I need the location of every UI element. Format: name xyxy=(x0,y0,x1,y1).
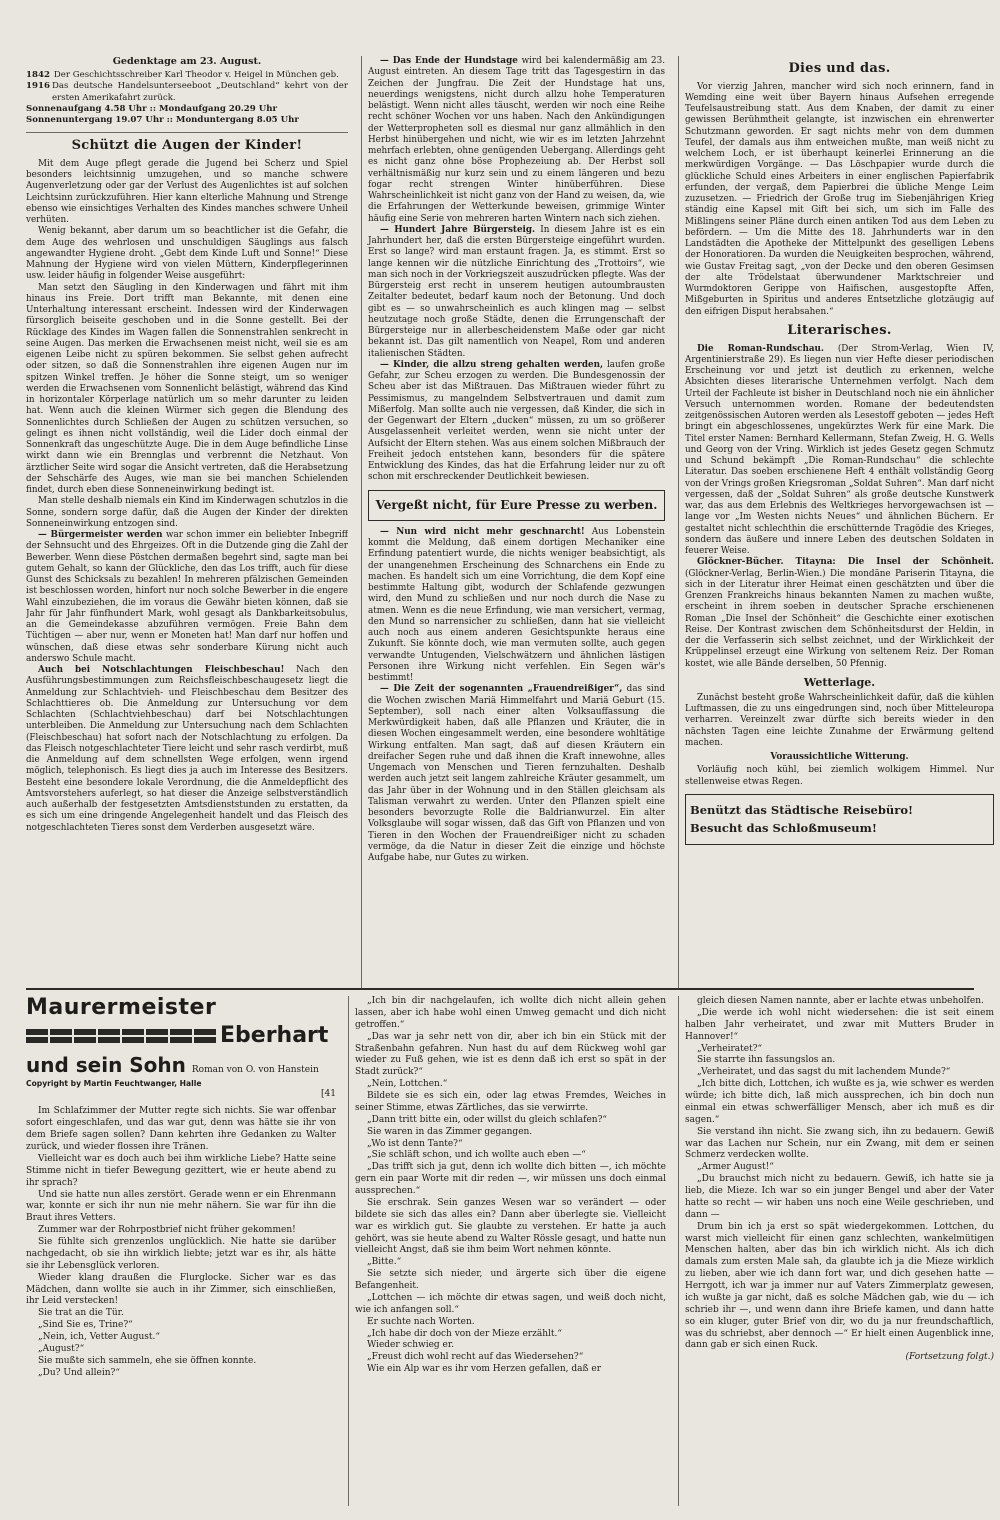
paragraph-body: (Glöckner-Verlag, Berlin-Wien.) Die mondäne Pariserin Titayna, die sich in der Literatur ihrer Heimat einen geschätzten und über die Grenzen Frankreichs hinaus bekannten Namen zu machen wußte, erscheint in ihrem soeben in deutscher Sprache erschienenen Roman „Die Insel der Schönheit“ die Geschichte einer exotischen Reise. Der Kontrast zwischen dem Schönheitsdurst der Heldin, in der die Verfasserin sich selbst zeichnet, und der Wirklichkeit der Krüppelinsel erzeugt eine Wirkung von seltenem Reiz. Der Roman kostet, wie alle Bände derselben, 50 Pfennig. xyxy=(685,568,994,669)
paragraph-lead: — Kinder, die allzu streng gehalten werden, xyxy=(380,359,604,370)
upper-section xyxy=(26,56,994,988)
paragraph-lead: Die Roman-Rundschau. xyxy=(697,343,824,354)
section-title: Literarisches. xyxy=(787,322,892,338)
serial-paragraph: „Ich bitte dich, Lottchen, ich wußte es ja, wie schwer es werden würde; ich bitte dich, laß mich aussprechen, ich bin doch nun einmal ein etwas schwerfälliger Mensch, aber ich muß es dir sagen.“ xyxy=(685,1079,994,1125)
serial-paragraph: Bildete sie es sich ein, oder lag etwas Fremdes, Weiches in seiner Stimme, etwas Zärtliches, das sie verwirrte. xyxy=(355,1091,666,1113)
serial-novel xyxy=(26,996,994,1506)
sun-times-2: Sonnenuntergang 19.07 Uhr :: Monduntergang 8.05 Uhr xyxy=(26,114,299,125)
travel-notice-box xyxy=(685,794,994,846)
serial-paragraph: „Du brauchst mich nicht zu bedauern. Gewiß, ich hatte sie ja lieb, die Mieze. Ich war so ein junger Bengel und aber der Vater hatte so recht — wir haben uns noch eine Weile geschrieben, und dann — xyxy=(685,1174,994,1220)
paragraph xyxy=(685,344,994,558)
serial-paragraph: Vielleicht war es doch auch bei ihm wirkliche Liebe? Hatte seine Stimme nicht in tiefer Bewegung gezittert, wie er heute abend zu ihr sprach? xyxy=(26,1153,336,1188)
masthead-subtitle: und sein Sohn xyxy=(26,1053,186,1078)
paragraph xyxy=(368,360,665,484)
paragraph xyxy=(26,530,348,665)
serial-paragraph: Zummer war der Rohrpostbrief nicht früher gekommen! xyxy=(38,1225,296,1236)
paragraph xyxy=(685,557,994,670)
notice-line: Benützt das Städtische Reisebüro! xyxy=(690,802,914,817)
serial-paragraph: „Du? Und allein?“ xyxy=(38,1367,120,1378)
article-title: Schützt die Augen der Kinder! xyxy=(71,138,303,154)
paragraph-body: Aus Lobenstein kommt die Meldung, daß einem dortigen Mechaniker eine Erfindung patentiert wurde, die nichts weniger beabsichtigt, als der unangenehmen Erscheinung des Schnarchens ein Ende zu machen. Es handelt sich um eine Vorrichtung, die dem Kopf eine bestimmte Haltung gibt, wodurch der Schlafende gezwungen wird, den Mund zu schließen und nur noch durch die Nase zu atmen. Wenn es die neue Erfindung, wie man versichert, vermag, den Mund so narrensicher zu schließen, dann hat sie vielleicht auch noch aus einem anderen Gesichtspunkte heraus eine Zukunft. Sie könnte doch, wie man vermuten sollte, auch gegen verwandte Untugenden, Vielschwätzern und ähnlichen lästigen Personen ihre Wirkung nicht verfehlen. Ein Segen wär's bestimmt! xyxy=(368,526,665,684)
paragraph-lead: — Nun wird nicht mehr geschnarcht! xyxy=(380,526,585,537)
column-middle xyxy=(361,56,665,988)
notice-line: Besucht das Schloßmuseum! xyxy=(690,820,877,835)
continued-note: (Fortsetzung folgt.) xyxy=(905,1352,994,1363)
paragraph xyxy=(368,225,665,360)
paragraph-lead: Auch bei Notschlachtungen Fleischbeschau! xyxy=(38,665,285,675)
column-right xyxy=(678,56,994,988)
serial-paragraph: „Verheiratet, und das sagst du mit lachendem Munde?“ xyxy=(697,1067,951,1078)
serial-paragraph: gleich diesen Namen nannte, aber er lachte etwas unbeholfen. xyxy=(697,996,984,1006)
paragraph: Vorläufig noch kühl, bei ziemlich wolkigem Himmel. Nur stellenweise etwas Regen. xyxy=(685,765,994,787)
section-title: Wetterlage. xyxy=(803,675,876,689)
serial-paragraph: „Freust dich wohl recht auf das Wiedersehen?“ xyxy=(367,1352,584,1363)
paragraph xyxy=(368,56,665,225)
paragraph-body: (Der Strom-Verlag, Wien IV, Argentinierstraße 29). Es liegen nun vier Hefte dieser periodischen Erscheinung vor und jetzt ist deutlich zu erkennen, welche Absichten dieses literarische Unternehmen verfolgt. Nach dem Urteil der Fachleute ist bisher in Deutschland noch nie ein ähnlicher Versuch unternommen worden. Romane der bedeutendsten zeitgenössischen Autoren werden als Lesestoff geboten — jedes Heft bringt ein abgeschlossenes, ungekürztes Werk für eine Mark. Die Titel erster Namen: Bernhard Kellermann, Stefan Zweig, H. G. Wells und Georg von der Vring. Wirklich ist jedes Gesetz gegen Schmutz und Schund bekämpft „Die Roman-Rundschau“ die schlechte Literatur. Das soeben erschienene Heft 4 enthält vollständig Georg von der Vrings großen Kriegsroman „Soldat Suhren“. Man darf nicht vergessen, daß der „Soldat Suhren“ als große deutsche Kunstwerk war, das aus dem Erlebnis des Weltkrieges hervorgewachsen ist — lange vor „Im Westen nichts Neues“ und ähnlichen Büchern. Er gestaltet nicht schlechthin die erschütternde Tragödie des Krieges, sondern das äußere und innere Leben des deutschen Soldaten in feuerer Weise. xyxy=(685,343,994,556)
paragraph-lead: — Die Zeit der sogenannten „Frauendreißiger“, xyxy=(380,684,623,695)
masthead-line-3 xyxy=(26,1052,336,1078)
paragraph-body: In diesem Jahre ist es ein Jahrhundert her, daß die ersten Bürgersteige eingeführt wurden. Erst so lange? wird man erstaunt fragen. Ja, es stimmt. Erst so lange kennen wir die nützliche Einrichtung des „Trottoirs“, wie man sich noch in der Vorkriegszeit auszudrücken pflegte. Was der Bürgersteig erst recht in unserem heutigen autoumbrausten Zeitalter bedeutet, bedarf kaum noch der Betonung. Und doch gibt es — so unwahrscheinlich es auch klingen mag — selbst heutzutage noch große Städte, denen die Errungenschaft der Bürgersteige nur in allerbescheidenstem Maße oder gar nicht bekannt ist. Das gilt namentlich von Neapel, Rom und anderen italienischen Städten. xyxy=(368,224,665,359)
installment-number: [41 xyxy=(321,1088,336,1099)
serial-paragraph: Wieder klang draußen die Flurglocke. Sicher war es das Mädchen, dann wollte sie auch in ihr Zimmer, sich einschließen, ihr Leid verstecken! xyxy=(26,1272,336,1307)
paragraph xyxy=(26,665,348,834)
paragraph: Mit dem Auge pflegt gerade die Jugend bei Scherz und Spiel besonders leichtsinnig umzugehen, und so manche schwere Augenverletzung oder gar der Verlust des Augenlichtes ist auf solchen Leichtsinn zurückzuführen. Hier kann elterliche Mahnung und Strenge ebenso wie einsichtiges Verhalten des Kindes manches schwere Unheil verhüten. xyxy=(26,158,348,225)
serial-paragraph: „Bitte.“ xyxy=(367,1257,402,1268)
paragraph: Man setzt den Säugling in den Kinderwagen und fährt mit ihm hinaus ins Freie. Dort trifft man Bekannte, mit denen eine Unterhaltung interessant erscheint. Indessen wird der Kinderwagen fürsorglich beiseite geschoben und in die Sonne gestellt. Bei der Rücklage des Kindes im Wagen fallen die Sonnenstrahlen senkrecht in seine Augen. Das merken die Erwachsenen meist nicht, weil sie es am eigenen Leibe nicht zu spüren bekommen. Sie selbst gehen aufrecht oder sitzen, so daß die Sonnenstrahlen ihre eigenen Augen nur im spitzen Winkel treffen. Je höher die Sonne steigt, um so weniger werden die Erwachsenen vom Sonnenlicht belästigt, während das Kind in horizontaler Körperlage natürlich um so mehr darunter zu leiden hat. Wenn auch die kleinen Würmer sich gegen die Blendung des Sonnenlichtes durch Schließen der Augen zu schützen versuchen, so gelingt es ihnen nicht vollständig, weil die Lider doch einmal der Sonnenkraft das ungeschützte Auge. Die in dem Auge befindliche Linse wirkt dann wie ein Brennglas und verbrennt die Netzhaut. Von ärztlicher Seite wird sogar die Ansicht vertreten, daß die Herabsetzung der Sehschärfe des Auges, wie man sie bei manchen Schielenden findet, durch eben diese Sonneneinwirkung bedingt ist. xyxy=(26,282,348,495)
brick-ornament xyxy=(26,1029,216,1043)
paragraph xyxy=(368,684,665,864)
paragraph: Wenig bekannt, aber darum um so beachtlicher ist die Gefahr, die dem Auge des wehrlosen und unschuldigen Säuglings aus falsch angewandter Hygiene droht. „Gebt dem Kinde Luft und Sonne!“ Diese Mahnung der Hygiene wird von vielen Müttern, Kinderpflegerinnen usw. leider häufig in folgender Weise ausgeführt: xyxy=(26,226,348,282)
serial-paragraph: „Wo ist denn Tante?“ xyxy=(367,1138,463,1149)
almanac-text: Das deutsche Handelsunterseeboot „Deutschland“ kehrt von der ersten Amerikafahrt zurück. xyxy=(52,81,348,103)
serial-paragraph: Im Schlafzimmer der Mutter regte sich nichts. Sie war offenbar sofort eingeschlafen, und das war gut, denn was hätte sie ihr von dem Briefe sagen sollen? Dann kehrten ihre Gedanken zu Walter zurück, und wieder flossen ihre Tränen. xyxy=(26,1106,336,1153)
serial-paragraph: „Armer August!“ xyxy=(697,1162,774,1173)
serial-paragraph: „Sind Sie es, Trine?“ xyxy=(38,1320,133,1331)
paragraph-body: Nach den Ausführungsbestimmungen zum Reichsfleischbeschaugesetz liegt die Anmeldung zur Schlachtvieh- und Fleischbeschau dem Besitzer des Schlachttieres ob. Die Anmeldung zur Untersuchung vor dem Schlachten (Schlachtviehbeschau) darf bei Notschlachtungen unterbleiben. Die Anmeldung zur Untersuchung nach dem Schlachten (Fleischbeschau) hat sofort nach der Notschlachtung zu erfolgen. Da das Fleisch notgeschlachteter Tiere leicht und sehr rasch verdirbt, muß die Anmeldung auf dem schnellsten Wege erfolgen, wenn irgend möglich, telephonisch. Es liegt dies ja auch im Interesse des Besitzers. Besteht eine besondere lokale Verordnung, die die Anmeldepflicht des Amtsvorstehers auferlegt, so hat dieser die Anzeige selbstverständlich auch außerhalb der festgesetzten Amtsdienststunden zu erstatten, da es sich um eine dringende Angelegenheit handelt und das Fleisch des notgeschlachteten Tieres sonst dem Verderben ausgesetzt wäre. xyxy=(26,665,348,833)
serial-paragraph: „Ich bin dir nachgelaufen, ich wollte dich nicht allein gehen lassen, aber ich habe wohl einen Umweg gemacht und dich nicht getroffen.“ xyxy=(355,996,666,1030)
serial-paragraph: Er suchte nach Worten. xyxy=(367,1316,475,1327)
serial-paragraph: „Sie schläft schon, und ich wollte auch eben —“ xyxy=(367,1150,586,1161)
serial-paragraph: Sie verstand ihn nicht. Sie zwang sich, ihn zu bedauern. Gewiß war das Lachen nur Schein, nur ein Zwang, mit dem er seinen Schmerz verdecken wollte. xyxy=(685,1126,994,1161)
serial-column-3 xyxy=(678,996,994,1506)
serial-paragraph: „Das trifft sich ja gut, denn ich wollte dich bitten —, ich möchte gern ein paar Worte mit dir reden —, wir müssen uns doch einmal aussprechen.“ xyxy=(355,1162,666,1196)
serial-paragraph: „Die werde ich wohl nicht wiedersehen: die ist seit einem halben Jahr verheiratet, und zwar mit Mutters Bruder in Hannover!“ xyxy=(685,1007,994,1042)
forecast-heading: Voraussichtliche Witterung. xyxy=(770,752,909,763)
serial-column-1 xyxy=(26,996,336,1506)
divider xyxy=(26,132,348,133)
press-notice-box: Vergeßt nicht, für Eure Presse zu werben. xyxy=(368,490,665,521)
serial-paragraph: „Das war ja sehr nett von dir, aber ich bin ein Stück mit der Straßenbahn gefahren. Nun hast du auf dem Rückweg wohl gar wieder zu Fuß gehen, wie ist es denn daß ich erst so spät in der Stadt zurück?“ xyxy=(355,1031,666,1078)
serial-paragraph: Sie mußte sich sammeln, ehe sie öffnen konnte. xyxy=(38,1355,257,1366)
almanac-entry xyxy=(26,81,348,103)
serial-paragraph: Drum bin ich ja erst so spät wiedergekommen. Lottchen, du warst mich vielleicht für einen ganz schlechten, wankelmütigen Menschen halten, aber das bin ich wirklich nicht. Als ich dich damals zum ersten Male sah, da glaubte ich ja die Mieze wirklich zu lieben, aber wie ich dann fort war, und dich gesehen hatte — Herrgott, ich war ja immer nur auf Vaters Zimmerplatz gewesen, ich wußte ja gar nicht, daß es solche Mädchen gab, wie du — ich schrieb ihr —, und wenn dann ihre Briefe kamen, und dann hatte so ein kluger, guter Brief von dir, wo du ja nur freundschaftlich, was du schriebst, aber dennoch —“ Er hielt einen Augenblick inne, dann gab er sich einen Ruck. xyxy=(685,1221,994,1351)
paragraph-lead: — Bürgermeister werden xyxy=(38,530,163,540)
serial-paragraph: „Nein, ich, Vetter August.“ xyxy=(38,1332,160,1343)
section-title: Dies und das. xyxy=(788,61,891,76)
almanac xyxy=(26,70,348,126)
paragraph: Vor vierzig Jahren, mancher wird sich noch erinnern, fand in Wemding eine weit über Bayern hinaus Aufsehen erregende Teufelsaustreibung statt. Aus dem Knaben, der damit zu einer gewissen Berühmtheit gelangte, ist inzwischen ein ehrenwerter Schutzmann geworden. Er sagt nichts mehr von dem dummen Teufel, der damals aus ihm entweichen mußte, man weiß nicht zu welchem Loch, er ist überhaupt keinerlei Erinnerung an die merkwürdigen Vorgänge. — Das Löschpapier wurde durch die glückliche Schuld eines Arbeiters in einer englischen Papierfabrik erfunden, der vergaß, dem Papierbrei die übliche Menge Leim zuzusetzen. — Friedrich der Große trug im Siebenjährigen Krieg ständig eine Kapsel mit Gift bei sich, um sich im Falle des Mißlingens seiner Pläne durch einen antiken Tod aus dem Leben zu befördern. — Um die Mitte des 18. Jahrhunderts war in den Landstädten die Apotheke der Mittelpunkt des geselligen Lebens der Honoratioren. Da wurden die Neuigkeiten besprochen, während, wie Gustav Freitag sagt, „von der Decke und den oberen Gesimsen der alte Trödelstaat überwundener Marktschreier und Wurmdoktoren Gerippe von Haifischen, ausgestopfte Affen, Mißgeburten in Spiritus und anderes Entsetzliche glotzäugig auf den eifrigen Disput herabsahen.“ xyxy=(685,81,994,317)
masthead-line-1: Maurermeister xyxy=(26,996,217,1020)
serial-paragraph: Sie waren in das Zimmer gegangen. xyxy=(367,1126,533,1137)
serial-paragraph: Sie starrte ihn fassungslos an. xyxy=(697,1055,836,1066)
paragraph-lead: Glöckner-Bücher. Titayna: Die Insel der Schönheit. xyxy=(697,557,994,568)
paragraph: Zunächst besteht große Wahrscheinlichkeit dafür, daß die kühlen Luftmassen, die zu uns eingedrungen sind, noch über Mitteleuropa verharren. Vereinzelt zwar dürfte sich bereits wieder in den nächsten Tagen eine leichte Zunahme der Erwärmung geltend machen. xyxy=(685,692,994,748)
paragraph xyxy=(368,527,665,685)
copyright-line: Copyright by Martin Feuchtwanger, Halle xyxy=(26,1078,202,1088)
serial-paragraph: „Ich habe dir doch von der Mieze erzählt.“ xyxy=(367,1328,562,1339)
masthead-name: Eberhart xyxy=(220,1023,329,1049)
serial-column-2 xyxy=(348,996,666,1506)
paragraph-lead: — Hundert Jahre Bürgersteig. xyxy=(380,224,536,235)
almanac-entry xyxy=(26,70,348,81)
paragraph-body: laufen große Gefahr, zur Scheu erzogen zu werden. Die Bundesgenossin der Scheu aber ist das Mißtrauen. Das Mißtrauen wieder führt zu Pessimismus, zu mangelndem Selbstvertrauen und damit zum Mißerfolg. Man sollte auch nie vergessen, daß Kinder, die sich in der Gegenwart der Eltern „ducken“ müssen, zu um so größerer Ausgelassenheit verleitet werden, wenn sie nicht unter der Aufsicht der Eltern stehen. Was aus einem solchen Mißbrauch der Freiheit jedoch entstehen kann, besonders für die spätere Entwicklung des Kindes, das hat die Erfahrung leider nur zu oft schon mit erschreckender Deutlichkeit bewiesen. xyxy=(368,359,665,483)
gedenktage-heading: Gedenktage am 23. August. xyxy=(112,56,262,67)
serial-paragraph: „August?“ xyxy=(38,1343,85,1354)
serial-masthead xyxy=(26,996,336,1100)
serial-paragraph: Sie trat an die Tür. xyxy=(38,1308,124,1319)
masthead-line-2 xyxy=(26,1021,336,1050)
serial-paragraph: „Nein, Lottchen.“ xyxy=(367,1079,448,1090)
serial-paragraph: Wie ein Alp war es ihr vom Herzen gefallen, daß er xyxy=(367,1364,602,1375)
serial-paragraph: Sie fühlte sich grenzenlos unglücklich. Nie hatte sie darüber nachgedacht, ob sie ihn wirklich liebte; jetzt war es ihr, als hätte sie ihr Lebensglück verloren. xyxy=(26,1237,336,1271)
paragraph-body: wird bei kalendermäßig am 23. August eintreten. An diesem Tage tritt das Tagesgestirn in das Zeichen der Jungfrau. Die Zeit der Hundstage hat uns, neuerdings wenigstens, nicht durch allzu hohe Temperaturen belästigt. Wenn nicht alles täuscht, werden wir noch eine Reihe recht schöner Wochen vor uns haben. Nach den Ankündigungen der Wetterpropheten soll es diesmal nur ganz allmählich in den Herbst hinübergehen und nicht, wie wir es im letzten Jahrzehnt mehrfach erlebten, ohne genügenden Uebergang. Allerdings geht es nicht ganz ohne böse Prophezeiung ab. Der Herbst soll verhältnismäßig nur kurz sein und zu einem längeren und bezu fogar recht strengen Winter hinüberführen. Diese Wahrscheinlichkeit ist nicht ganz von der Hand zu weisen, da, wie die Erfahrungen der Wetterkunde beweisen, grimmige Winter häufig eine Serie von mehreren harten Wintern nach sich ziehen. xyxy=(368,56,665,224)
almanac-text: Der Geschichtsschreiber Karl Theodor v. Heigel in München geb. xyxy=(53,70,339,81)
serial-paragraph: „Dann tritt bitte ein, oder willst du gleich schlafen?“ xyxy=(367,1114,608,1125)
section-divider xyxy=(26,988,974,990)
paragraph: Man stelle deshalb niemals ein Kind im Kinderwagen schutzlos in die Sonne, sondern sorge dafür, daß die Augen der Kinder der direkten Sonneneinwirkung entzogen sind. xyxy=(26,496,348,529)
byline: Roman von O. von Hanstein xyxy=(191,1065,319,1076)
serial-paragraph: „Lottchen — ich möchte dir etwas sagen, und weiß doch nicht, wie ich anfangen soll.“ xyxy=(355,1292,666,1315)
paragraph-body: war schon immer ein beliebter Inbegriff der Sehnsucht und des Ehrgeizes. Oft in die Dutzende ging die Zahl der Bewerber. Wenn diese Pöstchen dermaßen begehrt sind, sagte man bei gutem Gehalt, so kann der Glückliche, den das Los trifft, auch für diese Gunst des Schicksals zu bezahlen! In mehreren pfälzischen Gemeinden ist beschlossen worden, hinfort nur noch solche Bewerber in die engere Wahl einzubeziehen, die im voraus die Gewähr bieten können, daß sie Jahr für Jahr fünfhundert Mark, wohl gesagt als Dankbarkeitsobulus, an die Gemeindekasse abzuführen vermögen. Freie Bahn dem Tüchtigen — aber nur, wenn er Moneten hat! Man darf nur hoffen und wünschen, daß diese etwas sehr sonderbare Kürung nicht auch anderswo Schule macht. xyxy=(26,530,348,664)
almanac-year: 1842 xyxy=(26,70,50,81)
paragraph-lead: — Das Ende der Hundstage xyxy=(380,56,518,66)
serial-paragraph: Sie setzte sich nieder, und ärgerte sich über die eigene Befangenheit. xyxy=(355,1269,666,1291)
serial-paragraph: Wieder schwieg er. xyxy=(367,1340,455,1351)
serial-paragraph: Sie erschrak. Sein ganzes Wesen war so verändert — oder bildete sie sich das alles ein? Dann aber überlegte sie. Vielleicht war es wirklich gut. Sie glaubte zu verstehen. Er hatte ja auch gehört, was sie heute abend zu Walter Rössle gesagt, und hatte nun vielleicht Angst, daß sie ihm beim Wort nehmen könnte. xyxy=(355,1197,666,1256)
column-left xyxy=(26,56,348,988)
paragraph-body: das sind die Wochen zwischen Mariä Himmelfahrt und Mariä Geburt (15. September), soll nach einer alten Volksauffassung die Merkwürdigkeit haben, daß alle Pflanzen und Kräuter, die in diesen Wochen eingesammelt werden, eine besondere wohltätige Wirkung entfalten. Man sagt, daß auf diesen Kräutern ein dreifacher Segen ruhe und daß ihnen die Kraft innewohne, alles Ungemach von Menschen und Tieren fernzuhalten. Deshalb werden auch jetzt seit langem zahlreiche Kräuter gesammelt, um das Jahr über in der Wohnung und in den Ställen gleichsam als Talisman verwahrt zu werden. Unter den Pflanzen spielt eine besonders bevorzugte Rolle die Baldrianwurzel. Ein alter Volksglaube will sogar wissen, daß das Gift von Pflanzen und von Tieren in den Wochen der Frauendreißiger nicht zu schaden vermöge, da die Natur in dieser Zeit die einzige und höchste Aufgabe habe, nur Gutes zu wirken. xyxy=(368,684,665,864)
sun-times-1: Sonnenaufgang 4.58 Uhr :: Mondaufgang 20.29 Uhr xyxy=(26,103,278,114)
almanac-year: 1916 xyxy=(26,81,50,92)
serial-paragraph: Und sie hatte nun alles zerstört. Gerade wenn er ein Ehrenmann war, konnte er sich ihr nun nie mehr nähern. Sie war für ihn die Braut ihres Vetters. xyxy=(26,1189,336,1224)
serial-paragraph: „Verheiratet?“ xyxy=(697,1043,763,1054)
